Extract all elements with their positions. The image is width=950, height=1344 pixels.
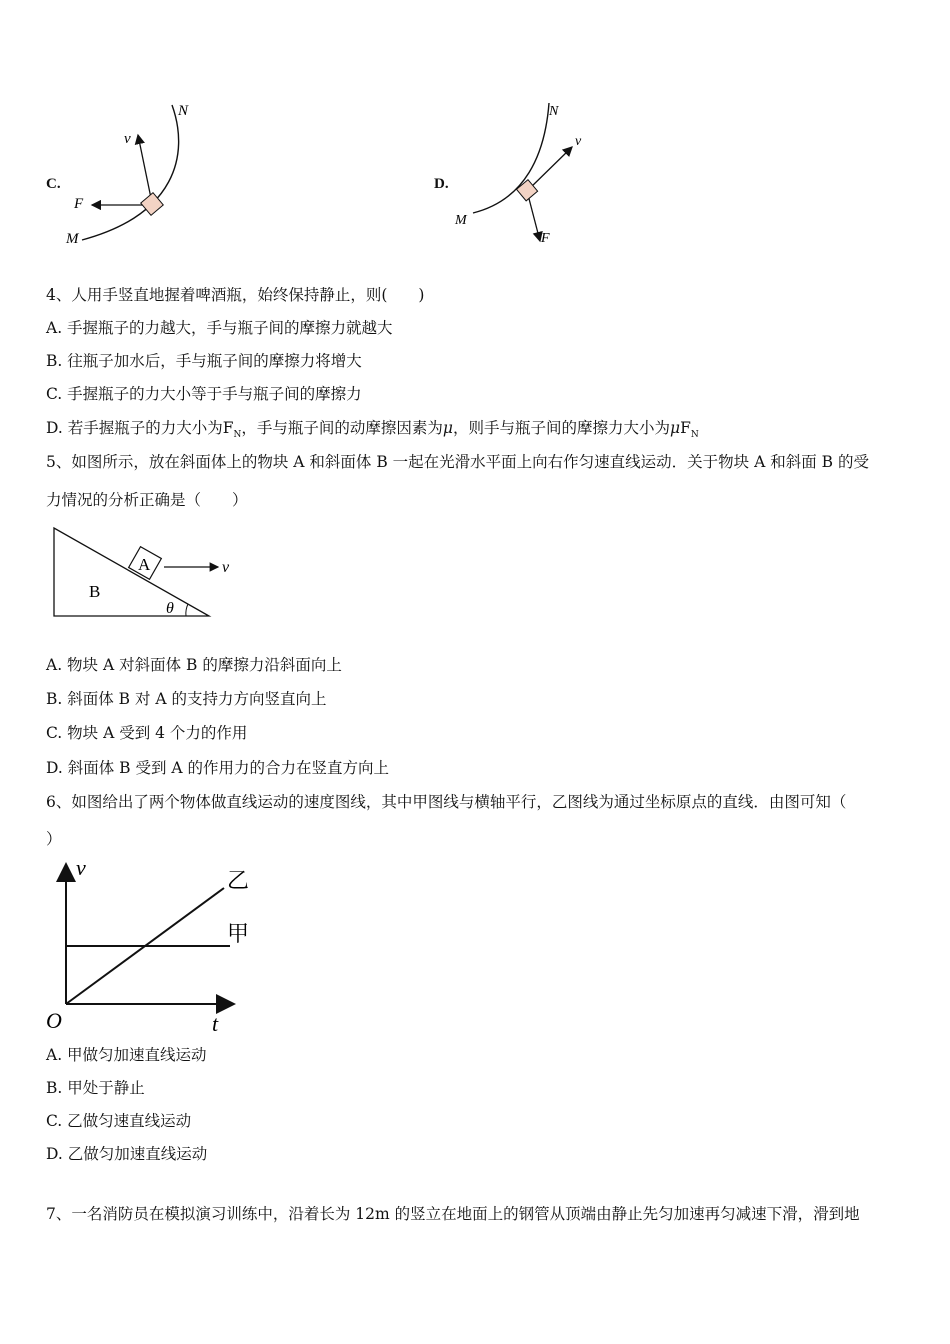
q4-option-a: A. 手握瓶子的力越大，手与瓶子间的摩擦力就越大 xyxy=(46,319,393,337)
label-t: t xyxy=(212,1011,219,1036)
velocity-arrow xyxy=(138,135,152,203)
curve-path xyxy=(82,105,179,240)
label-theta: θ xyxy=(166,600,174,617)
q6-option-a: A. 甲做匀加速直线运动 xyxy=(46,1046,207,1064)
angle-arc xyxy=(186,604,188,616)
q4-d-fn2: F xyxy=(680,419,691,437)
label-origin: O xyxy=(46,1008,62,1033)
q5-option-b: B. 斜面体 B 对 A 的支持力方向竖直向上 xyxy=(46,690,327,708)
label-m: M xyxy=(66,231,79,247)
q4-d-fn: F xyxy=(222,419,234,437)
q4-d-mu2: μ xyxy=(669,419,681,437)
q4-stem: 4、人用手竖直地握着啤酒瓶，始终保持静止，则( ) xyxy=(46,286,425,304)
q6-option-b: B. 甲处于静止 xyxy=(46,1079,145,1097)
q4-d-sub: N xyxy=(233,430,242,441)
q5-stem-line2: 力情况的分析正确是（ ） xyxy=(46,491,248,509)
label-jia: 甲 xyxy=(227,921,250,946)
q4-d-mu: μ xyxy=(442,419,453,437)
option-d-label: D. xyxy=(434,176,449,192)
option-c-label: C. xyxy=(46,176,61,192)
q4-option-d xyxy=(46,418,699,445)
label-v: v xyxy=(76,856,86,880)
label-yi: 乙 xyxy=(227,868,250,893)
q3-option-d-figure xyxy=(445,95,605,255)
q5-stem-line1: 5、如图所示，放在斜面体上的物块 A 和斜面体 B 一起在光滑水平面上向右作匀速直线运动．关于物块 A 和斜面 B 的受 xyxy=(46,453,869,471)
q4-option-c: C. 手握瓶子的力大小等于手与瓶子间的摩擦力 xyxy=(46,385,362,403)
velocity-arrow xyxy=(527,147,572,191)
label-f: F xyxy=(74,196,84,212)
q6-stem-line2: ） xyxy=(46,830,62,848)
q3-option-c-figure xyxy=(60,95,210,255)
q4-d-end: ，则手与瓶子间的摩擦力大小为 xyxy=(452,419,670,437)
label-m: M xyxy=(455,213,467,228)
label-f: F xyxy=(541,231,550,246)
q5-option-d: D. 斜面体 B 受到 A 的作用力的合力在竖直方向上 xyxy=(46,759,390,777)
curve-path xyxy=(473,103,549,213)
label-n: N xyxy=(178,103,189,119)
label-v: v xyxy=(575,134,582,149)
q4-d-prefix: D. 若手握瓶子的力大小为 xyxy=(46,419,223,437)
q5-option-c: C. 物块 A 受到 4 个力的作用 xyxy=(46,724,248,742)
label-n: N xyxy=(549,104,559,119)
q5-option-a: A. 物块 A 对斜面体 B 的摩擦力沿斜面向上 xyxy=(46,656,342,674)
label-block: A xyxy=(138,555,151,574)
q6-stem-line1: 6、如图给出了两个物体做直线运动的速度图线，其中甲图线与横轴平行，乙图线为通过坐标原点的直线．由图可知（ xyxy=(46,793,847,811)
label-v: v xyxy=(222,559,230,576)
q6-vt-graph xyxy=(44,856,254,1036)
q4-d-mid: ，手与瓶子间的动摩擦因素为 xyxy=(241,419,443,437)
label-wedge: B xyxy=(89,582,101,601)
wedge-triangle xyxy=(54,528,209,616)
q6-option-d: D. 乙做匀加速直线运动 xyxy=(46,1145,208,1163)
q4-d-sub2: N xyxy=(690,430,699,441)
q7-stem-line1: 7、一名消防员在模拟演习训练中，沿着长为 12m 的竖立在地面上的钢管从顶端由静止先匀加速再匀减速下滑，滑到地 xyxy=(46,1205,860,1223)
q5-incline-figure xyxy=(46,524,236,624)
label-v: v xyxy=(124,131,131,147)
q6-option-c: C. 乙做匀速直线运动 xyxy=(46,1112,192,1130)
q4-option-b: B. 往瓶子加水后，手与瓶子间的摩擦力将增大 xyxy=(46,352,362,370)
